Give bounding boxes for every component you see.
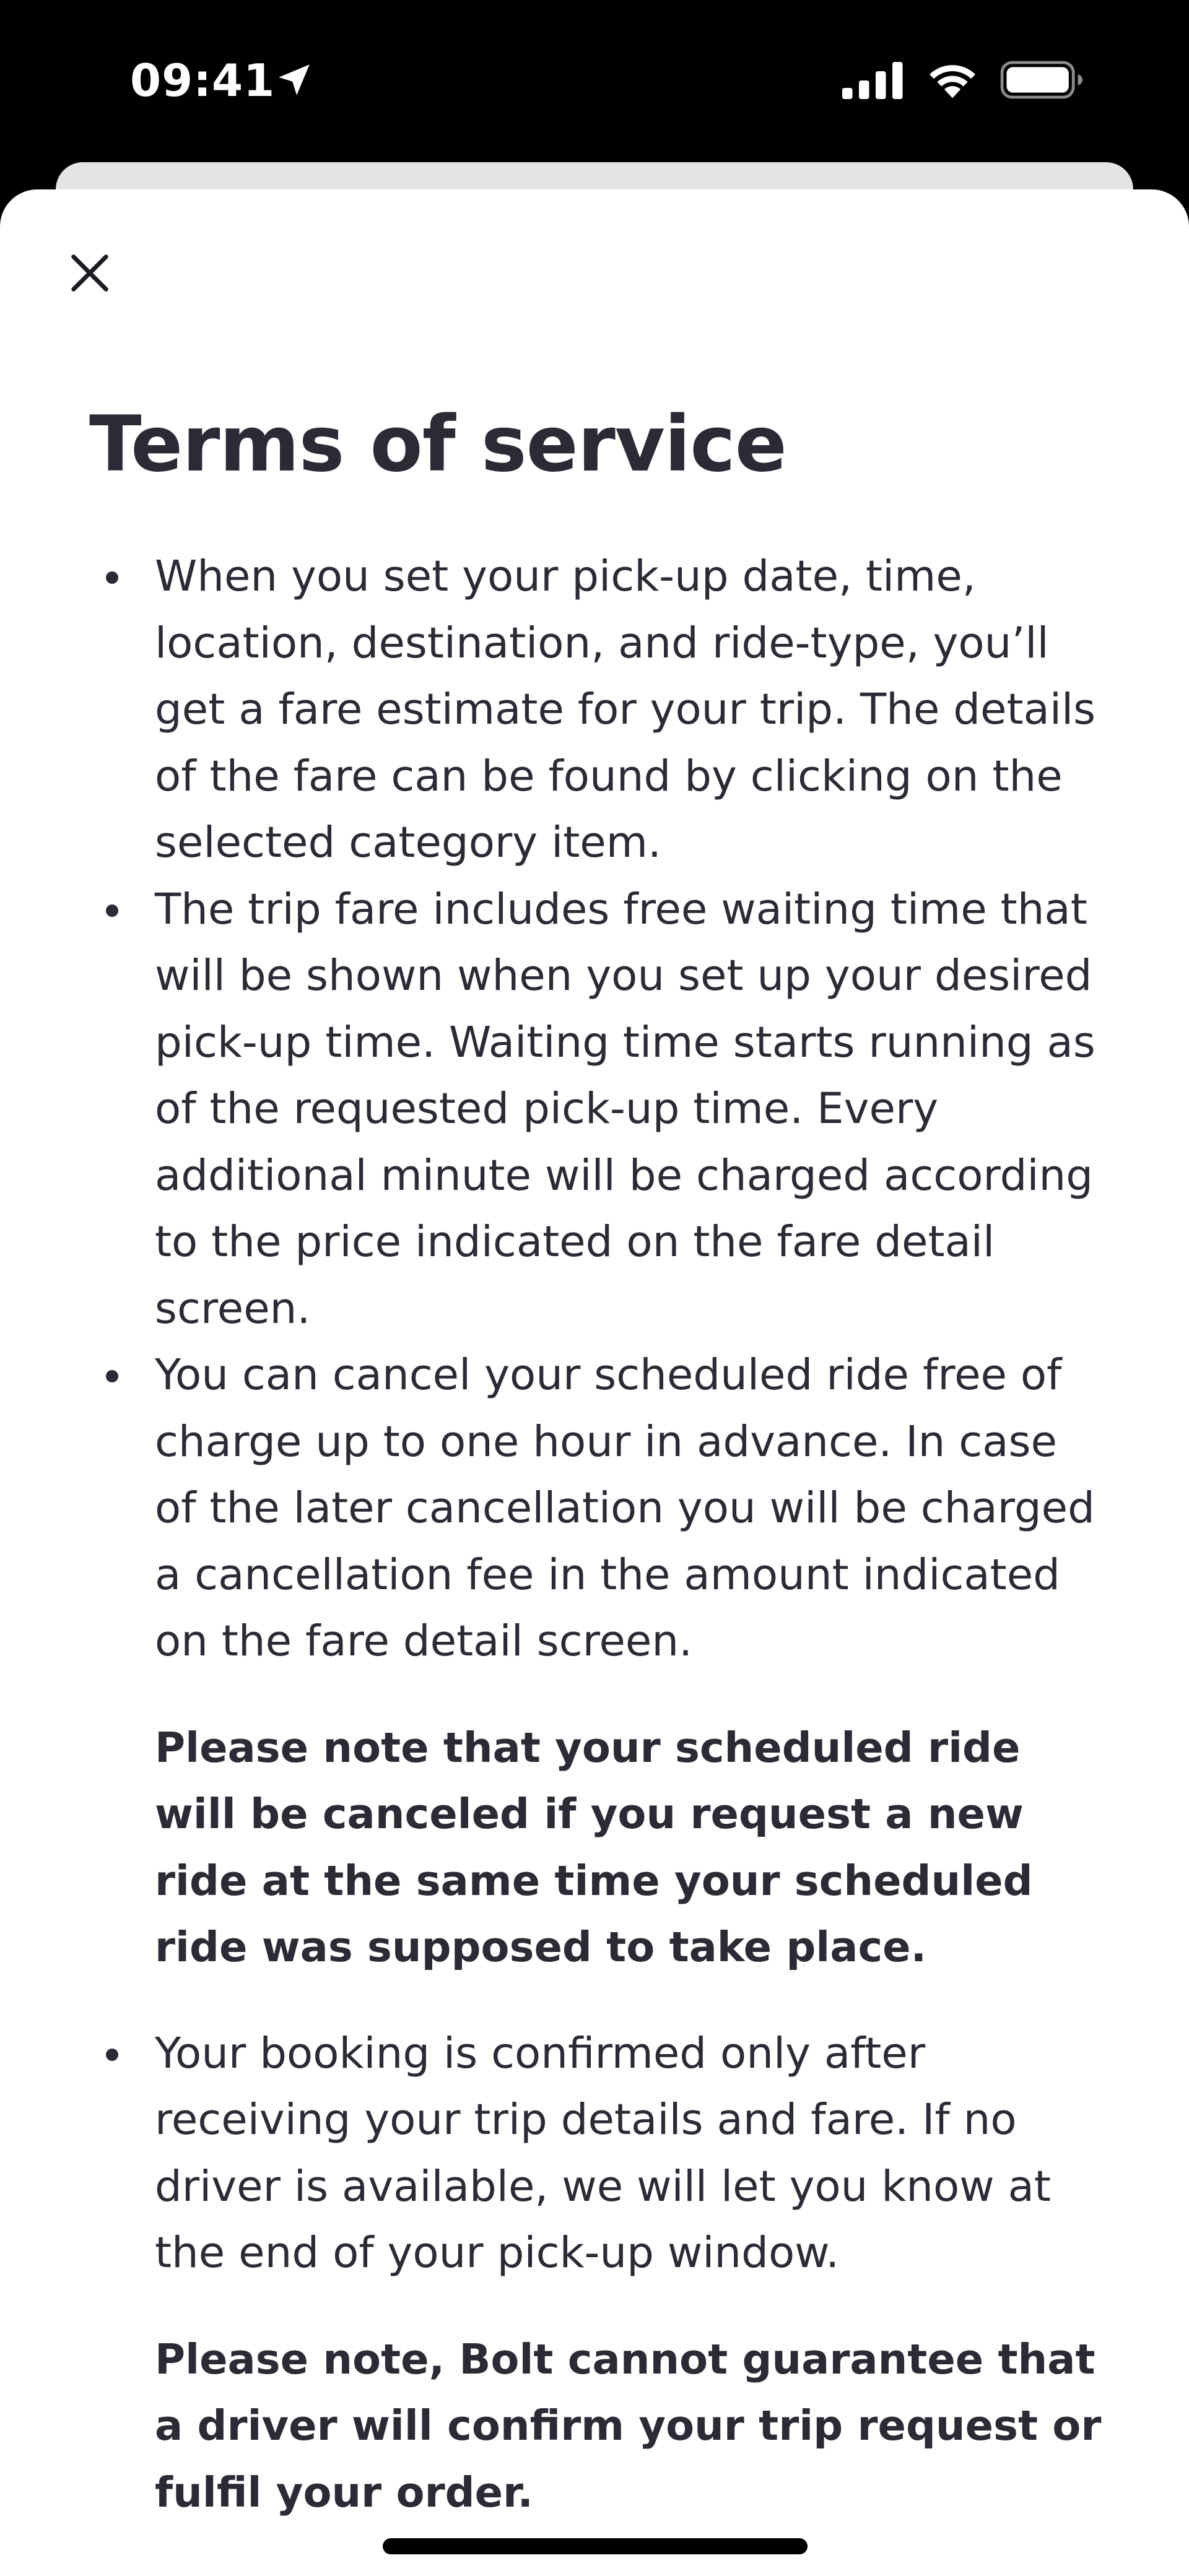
scheduled-ride-note: Please note that your scheduled ride will be canceled if you request a new ride at the same time your scheduled ride was supposed to take place.: [155, 1723, 1033, 1971]
cellular-signal-icon: [842, 62, 905, 99]
bullet-dot: [106, 571, 118, 584]
guarantee-note: Please note, Bolt cannot guarantee that a driver will confirm your trip request or fulfil your order.: [155, 2335, 1102, 2517]
terms-content: [0, 544, 1189, 2565]
wifi-icon: [925, 59, 980, 100]
home-indicator[interactable]: [383, 2538, 808, 2554]
page-title: Terms of service: [89, 400, 786, 489]
bullet-dot: [106, 1370, 118, 1382]
terms-list-continued: [0, 2021, 1189, 2287]
location-arrow-icon: [274, 59, 315, 100]
list-item: [0, 2021, 1189, 2287]
list-item-text: You can cancel your scheduled ride free of charge up to one hour in advance. In case of the later cancellation you will be charged a cancellation fee in the amount indicated on the fare detail screen.: [155, 1350, 1095, 1666]
terms-sheet: [0, 189, 1189, 2576]
list-item: [0, 544, 1189, 877]
close-icon: [68, 251, 111, 295]
status-time: 09:41: [130, 54, 276, 106]
list-item-text: The trip fare includes free waiting time that will be shown when you set up your desired pick-up time. Waiting time starts running as of the requested pick-up time. Every additional minute will be charged according to the price indicated on the fare detail screen.: [155, 884, 1095, 1334]
list-item: [0, 1342, 1189, 1675]
close-button[interactable]: [56, 239, 124, 307]
status-bar: [0, 0, 1189, 162]
list-item-text: Your booking is confirmed only after receiving your trip details and fare. If no driver is available, we will let you know at the end of your pick-up window.: [155, 2028, 1051, 2278]
bullet-dot: [106, 904, 118, 917]
battery-icon: [1000, 61, 1085, 99]
list-item-text: When you set your pick-up date, time, location, destination, and ride-type, you’ll get a fare estimate for your trip. The details of the fare can be found by clicking on the selected category item.: [155, 552, 1096, 867]
bullet-dot: [106, 2049, 118, 2061]
terms-list: [0, 544, 1189, 1675]
list-item: [0, 877, 1189, 1343]
